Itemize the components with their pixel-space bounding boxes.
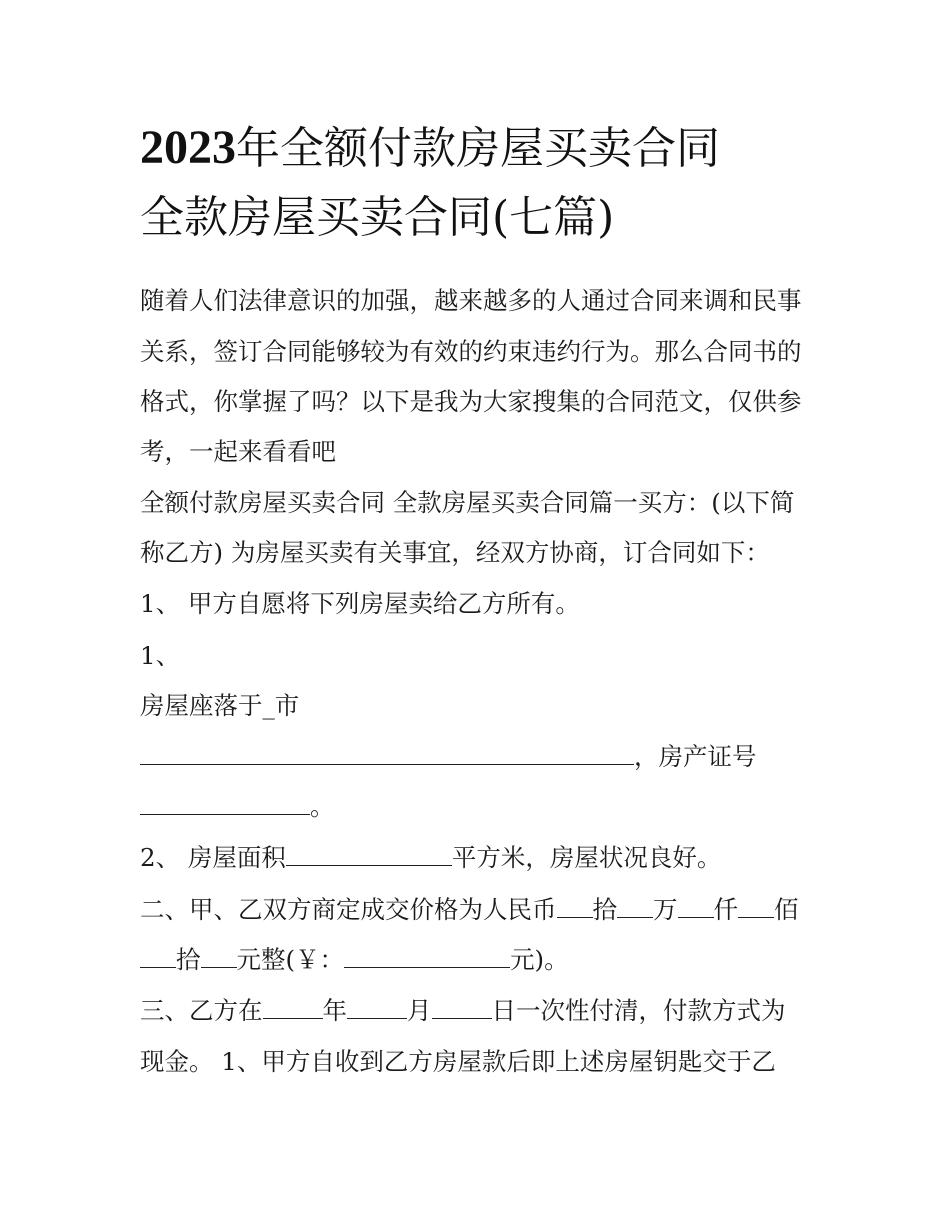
price-blank-5 <box>140 966 176 968</box>
price-label: 二、甲、乙双方商定成交价格为人民币 <box>140 895 557 924</box>
unit-shi-2: 拾 <box>176 945 201 974</box>
unit-qian: 仟 <box>713 895 738 924</box>
clause-1-sub: 1、 <box>140 641 181 670</box>
price-blank-2 <box>617 916 653 918</box>
document-title-line-1 <box>140 121 720 174</box>
year-label: 年 <box>322 996 347 1025</box>
title-text-2: 全款房屋买卖合同(七篇) <box>140 192 615 243</box>
clause-1: 1、 甲方自愿将下列房屋卖给乙方所有。 <box>140 589 580 618</box>
month-label: 月 <box>407 996 432 1025</box>
unit-shi: 拾 <box>592 895 617 924</box>
price-line-2 <box>140 945 569 974</box>
price-line-1 <box>140 895 799 924</box>
document-title-line-2 <box>140 192 615 243</box>
payment-date-line <box>140 996 786 1025</box>
price-blank-1 <box>557 916 593 918</box>
period: 。 <box>310 792 335 821</box>
unit-wan: 万 <box>653 895 678 924</box>
payment-suffix: 日一次性付清，付款方式为 <box>491 996 786 1025</box>
price-blank-4 <box>738 916 774 918</box>
unit-yuan: 元整( <box>236 945 296 974</box>
intro-line-3: 格式，你掌握了吗？以下是我为大家搜集的合同范文，仅供参 <box>140 387 802 416</box>
price-blank-3 <box>678 916 714 918</box>
area-label: 2、 房屋面积 <box>140 843 286 872</box>
body-line-2: 称乙方) 为房屋买卖有关事宜，经双方协商，订合同如下： <box>140 538 770 567</box>
year-blank <box>263 1017 323 1019</box>
deed-number-blank <box>140 813 310 815</box>
price-blank-6 <box>201 966 237 968</box>
address-line <box>140 742 757 771</box>
body-line-final: 现金。 1、甲方自收到乙方房屋款后即上述房屋钥匙交于乙 <box>140 1047 776 1076</box>
intro-line-4: 考，一起来看看吧 <box>140 437 336 466</box>
yuan-suffix: 元)。 <box>510 945 569 974</box>
area-blank <box>286 864 452 866</box>
area-suffix: 平方米，房屋状况良好。 <box>451 843 722 872</box>
deed-number-label: ，房产证号 <box>634 742 757 771</box>
unit-bai: 佰 <box>774 895 799 924</box>
property-location: 房屋座落于_市 <box>140 691 300 720</box>
body-line-1: 全额付款房屋买卖合同 全款房屋买卖合同篇一买方：(以下简 <box>140 488 795 517</box>
intro-line-1: 随着人们法律意识的加强，越来越多的人通过合同来调和民事 <box>140 286 802 315</box>
payment-label: 三、乙方在 <box>140 996 263 1025</box>
deed-number-line <box>140 792 335 821</box>
title-year: 2023 <box>140 121 236 174</box>
month-blank <box>347 1017 407 1019</box>
title-text-1: 年全额付款房屋买卖合同 <box>236 123 720 174</box>
clause-2-area <box>140 843 722 872</box>
price-amount-blank <box>344 966 510 968</box>
currency-symbol: ￥： <box>295 945 345 974</box>
day-blank <box>432 1017 492 1019</box>
address-blank <box>140 763 634 765</box>
intro-line-2: 关系，签订合同能够较为有效的约束违约行为。那么合同书的 <box>140 337 802 366</box>
